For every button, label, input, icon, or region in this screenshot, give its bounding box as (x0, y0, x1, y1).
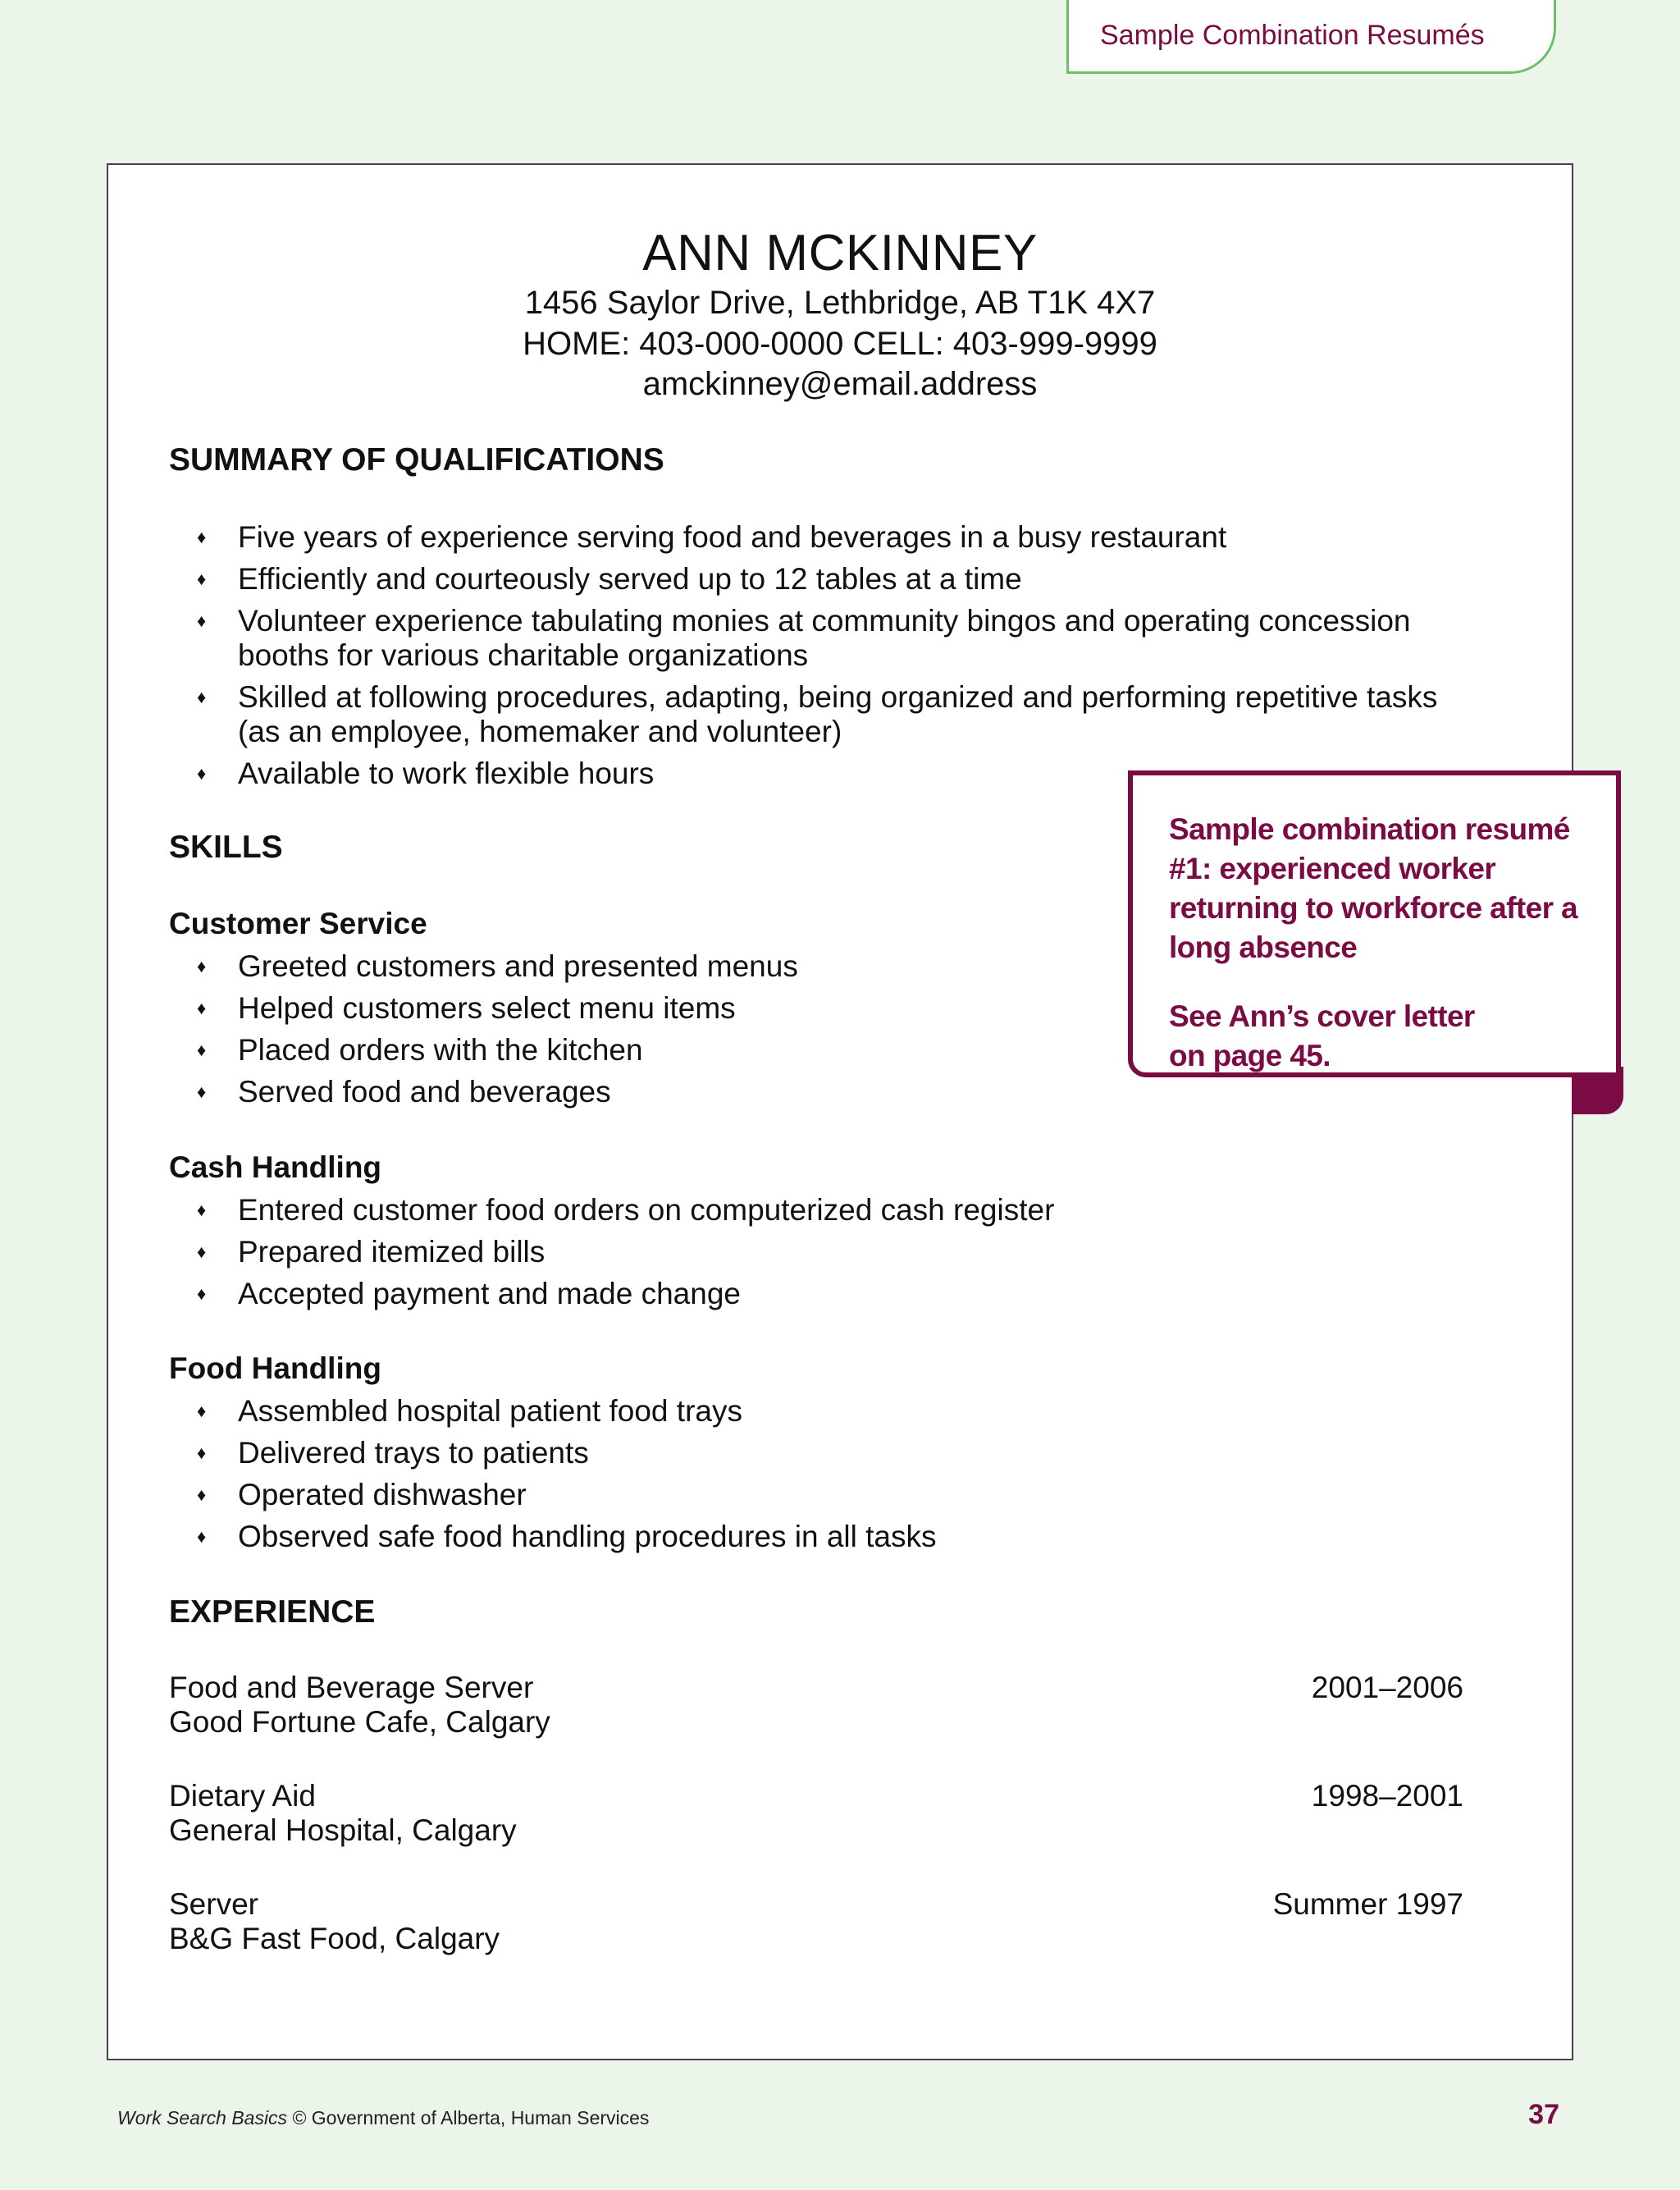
bullet-icon: ♦ (197, 610, 207, 631)
list-item: ♦ Volunteer experience tabulating monies at community bingos and operating concession booths for various charitable organizations (197, 604, 1411, 672)
bullet-icon: ♦ (197, 956, 207, 976)
list-item: ♦ Assembled hospital patient food trays (197, 1394, 742, 1428)
skill-list (169, 1193, 1564, 1311)
experience-entry (169, 1779, 1463, 1848)
job-title: Food and Beverage Server (169, 1671, 534, 1704)
job-employer: General Hospital, Calgary (169, 1813, 517, 1847)
bullet-icon: ♦ (197, 527, 207, 547)
footer-credit (117, 2107, 649, 2129)
summary-list (169, 520, 1564, 791)
bullet-icon: ♦ (197, 998, 207, 1018)
list-item: ♦ Five years of experience serving food and beverages in a busy restaurant (197, 520, 1227, 554)
list-item: ♦ Accepted payment and made change (197, 1277, 741, 1310)
summary-heading: SUMMARY OF QUALIFICATIONS (169, 442, 664, 478)
list-item: ♦ Entered customer food orders on computerized cash register (197, 1193, 1055, 1227)
experience-entry (169, 1671, 1463, 1740)
bullet-icon: ♦ (197, 1040, 207, 1060)
list-item: ♦ Served food and beverages (197, 1075, 611, 1109)
list-item: ♦ Greeted customers and presented menus (197, 949, 798, 983)
list-item: ♦ Observed safe food handling procedures in all tasks (197, 1520, 937, 1553)
bullet-icon: ♦ (197, 763, 207, 784)
callout-description: Sample combination resumé #1: experienced worker returning to workforce after a long absence (1169, 812, 1578, 964)
skill-list (169, 1394, 1564, 1554)
resume-address: 1456 Saylor Drive, Lethbridge, AB T1K 4X7 (524, 285, 1156, 321)
job-dates: Summer 1997 (1272, 1887, 1463, 1921)
list-item: ♦ Operated dishwasher (197, 1478, 527, 1511)
skill-group-title: Customer Service (169, 907, 427, 940)
bullet-icon: ♦ (197, 1401, 207, 1421)
list-item: ♦ Helped customers select menu items (197, 991, 736, 1025)
job-title: Dietary Aid (169, 1779, 316, 1813)
job-employer: Good Fortune Cafe, Calgary (169, 1705, 550, 1739)
footer-book-title: Work Search Basics (117, 2107, 288, 2128)
resume-name: ANN MCKINNEY (642, 225, 1038, 281)
bullet-icon: ♦ (197, 1200, 207, 1220)
job-dates: 2001–2006 (1311, 1671, 1463, 1704)
list-item: ♦ Skilled at following procedures, adapting, being organized and performing repetitive tasks (as an employee, homemaker and volunteer) (197, 680, 1438, 748)
list-item: ♦ Placed orders with the kitchen (197, 1033, 643, 1067)
list-item: ♦ Available to work flexible hours (197, 757, 655, 790)
resume-email: amckinney@email.address (642, 366, 1038, 402)
list-item: ♦ Delivered trays to patients (197, 1436, 589, 1470)
bullet-icon: ♦ (197, 569, 207, 589)
footer-copyright: © Government of Alberta, Human Services (292, 2107, 650, 2128)
resume-phones: HOME: 403-000-0000 CELL: 403-999-9999 (523, 326, 1157, 362)
bullet-icon: ♦ (197, 1442, 207, 1463)
resume-sheet (107, 163, 1573, 2060)
page-number: 37 (1528, 2099, 1559, 2130)
bullet-icon: ♦ (197, 1526, 207, 1547)
list-item: ♦ Prepared itemized bills (197, 1235, 546, 1269)
section-tab (1066, 0, 1556, 74)
bullet-icon: ♦ (197, 1484, 207, 1505)
skill-group-title: Food Handling (169, 1351, 381, 1385)
experience-entry (169, 1887, 1463, 1956)
list-item: ♦ Efficiently and courteously served up to 12 tables at a time (197, 562, 1022, 596)
section-tab-label: Sample Combination Resumés (1100, 20, 1485, 51)
job-title: Server (169, 1887, 258, 1921)
skills-heading: SKILLS (169, 830, 283, 865)
bullet-icon: ♦ (197, 1241, 207, 1262)
callout-cross-reference: See Ann’s cover letter on page 45. (1169, 999, 1475, 1072)
experience-heading: EXPERIENCE (169, 1594, 376, 1630)
skill-group-title: Cash Handling (169, 1150, 382, 1184)
job-dates: 1998–2001 (1311, 1779, 1463, 1813)
bullet-icon: ♦ (197, 687, 207, 707)
job-employer: B&G Fast Food, Calgary (169, 1922, 500, 1955)
callout-box (1128, 770, 1621, 1077)
bullet-icon: ♦ (197, 1081, 207, 1102)
bullet-icon: ♦ (197, 1283, 207, 1304)
